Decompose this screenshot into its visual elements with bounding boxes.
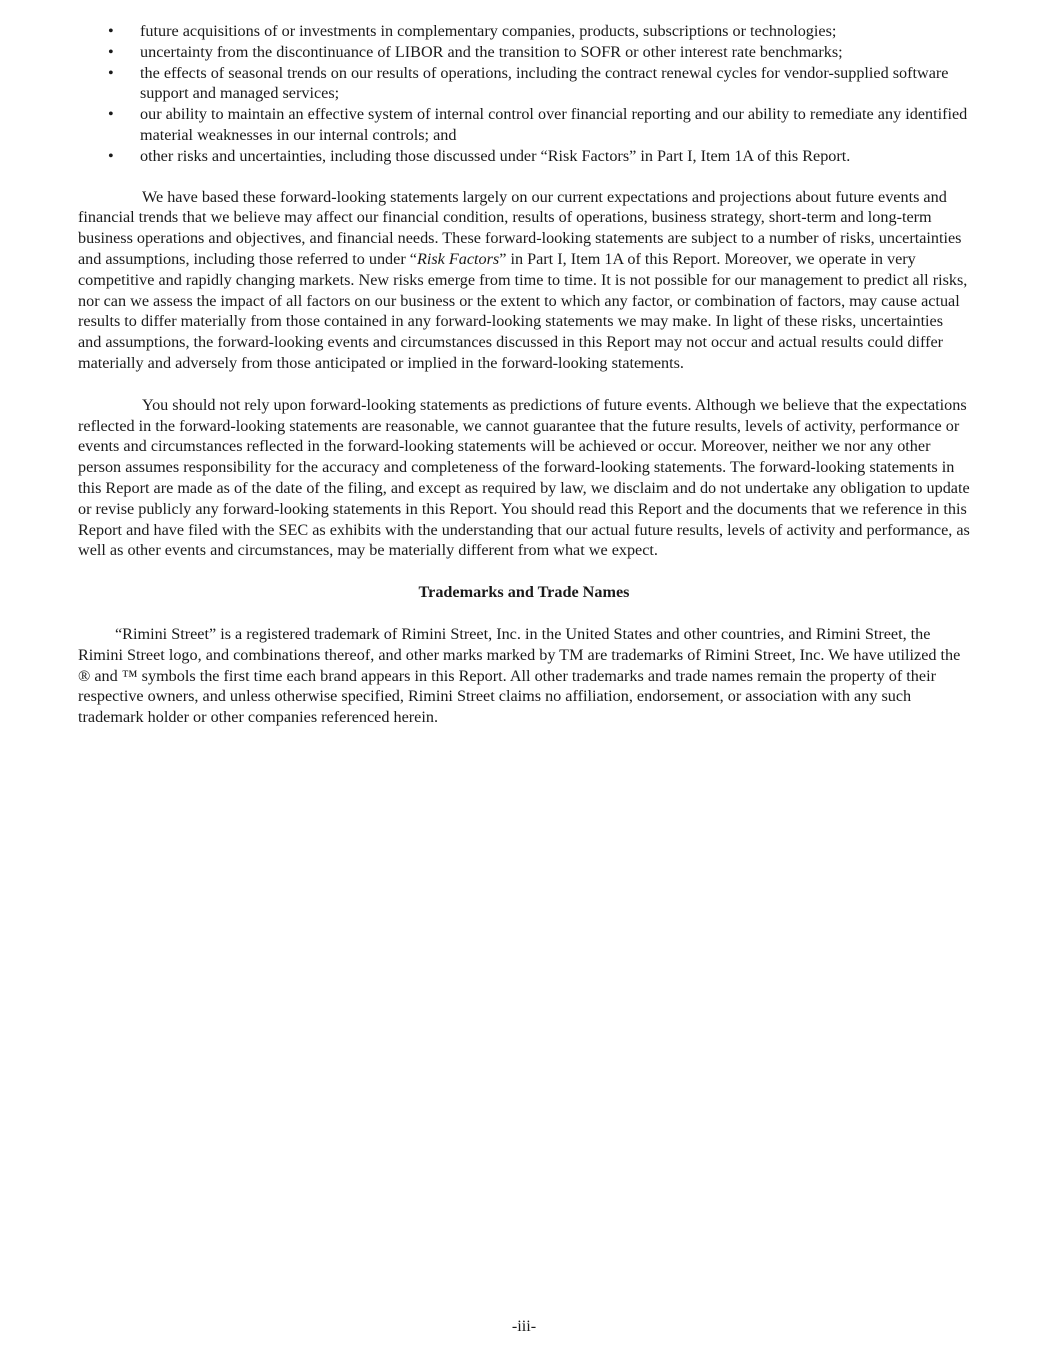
bullet-item (78, 146, 970, 167)
trademarks-heading: Trademarks and Trade Names (418, 583, 630, 602)
forward-looking-paragraph (78, 187, 970, 374)
reliance-paragraph: You should not rely upon forward-looking statements as predictions of future events. Although we believe that the expectations reflected in the forward-looking statements are reasonable, we cannot guarantee that the future results, levels of activity, performance or events and circumstances reflected in the forward-looking statements will be achieved or occur. Moreover, neither we nor any other person assumes responsibility for the accuracy and completeness of the forward-looking statements. The forward-looking statements in this Report are made as of the date of the filing, and except as required by law, we disclaim and do not undertake any obligation to update or revise publicly any forward-looking statements in this Report. You should read this Report and the documents that we reference in this Report and have filed with the SEC as exhibits with the understanding that our actual future results, levels of activity and performance, as well as other events and circumstances, may be materially different from what we expect. (78, 395, 970, 560)
bullet-text: uncertainty from the discontinuance of LIBOR and the transition to SOFR or other interest rate benchmarks; (140, 42, 843, 61)
paragraph-text-end: ” in Part I, Item 1A of this Report. Moreover, we operate in very competitive and rapidly changing markets. New risks emerge from time to time. It is not possible for our management to predict all risks, nor can we assess the impact of all factors on our business or the extent to which any factor, or combination of factors, may cause actual results to differ materially from those contained in any forward-looking statements we may make. In light of these risks, uncertainties and assumptions, the forward-looking events and circumstances discussed in this Report may not occur and actual results could differ materially and adversely from those anticipated or implied in the forward-looking statements. (78, 249, 968, 372)
risk-bullet-list (78, 21, 970, 167)
bullet-item (78, 21, 970, 42)
paragraph-text-start: We have based these forward-looking statements largely on our current expectations and projections about future events and financial trends that we believe may affect our financial condition, results of operations, business strategy, short-term and long-term business operations and objectives, and financial needs. These forward-looking statements are subject to a number of risks, uncertainties and assumptions, including those referred to under “ (78, 187, 962, 268)
page-number: -iii- (511, 1317, 537, 1335)
risk-factors-reference: Risk Factors (416, 249, 500, 268)
bullet-text: other risks and uncertainties, including those discussed under “Risk Factors” in Part I, Item 1A of this Report. (140, 146, 851, 165)
bullet-marker: • (108, 146, 114, 165)
bullet-marker: • (108, 22, 114, 40)
bullet-marker: • (108, 42, 114, 61)
bullet-text: the effects of seasonal trends on our results of operations, including the contract renewal cycles for vendor-supplied software support and managed services; (140, 63, 949, 103)
bullet-marker: • (108, 105, 114, 124)
trademarks-paragraph: “Rimini Street” is a registered trademark of Rimini Street, Inc. in the United States and other countries, and Rimini Street, the Rimini Street logo, and combinations thereof, and other marks marked by TM are trademarks of Rimini Street, Inc. We have utilized the ® and ™ symbols the first time each brand appears in this Report. All other trademarks and trade names remain the property of their respective owners, and unless otherwise specified, Rimini Street claims no affiliation, endorsement, or association with any such trademark holder or other companies referenced herein. (78, 624, 961, 727)
bullet-marker: • (108, 63, 114, 82)
bullet-item (78, 63, 970, 105)
bullet-text: future acquisitions of or investments in complementary companies, products, subscriptions or technologies; (140, 22, 837, 40)
bullet-item (78, 104, 970, 146)
document-page (78, 21, 970, 728)
bullet-item (78, 42, 970, 63)
bullet-text: our ability to maintain an effective system of internal control over financial reporting and our ability to remediate any identified material weaknesses in our internal controls; and (140, 105, 968, 144)
